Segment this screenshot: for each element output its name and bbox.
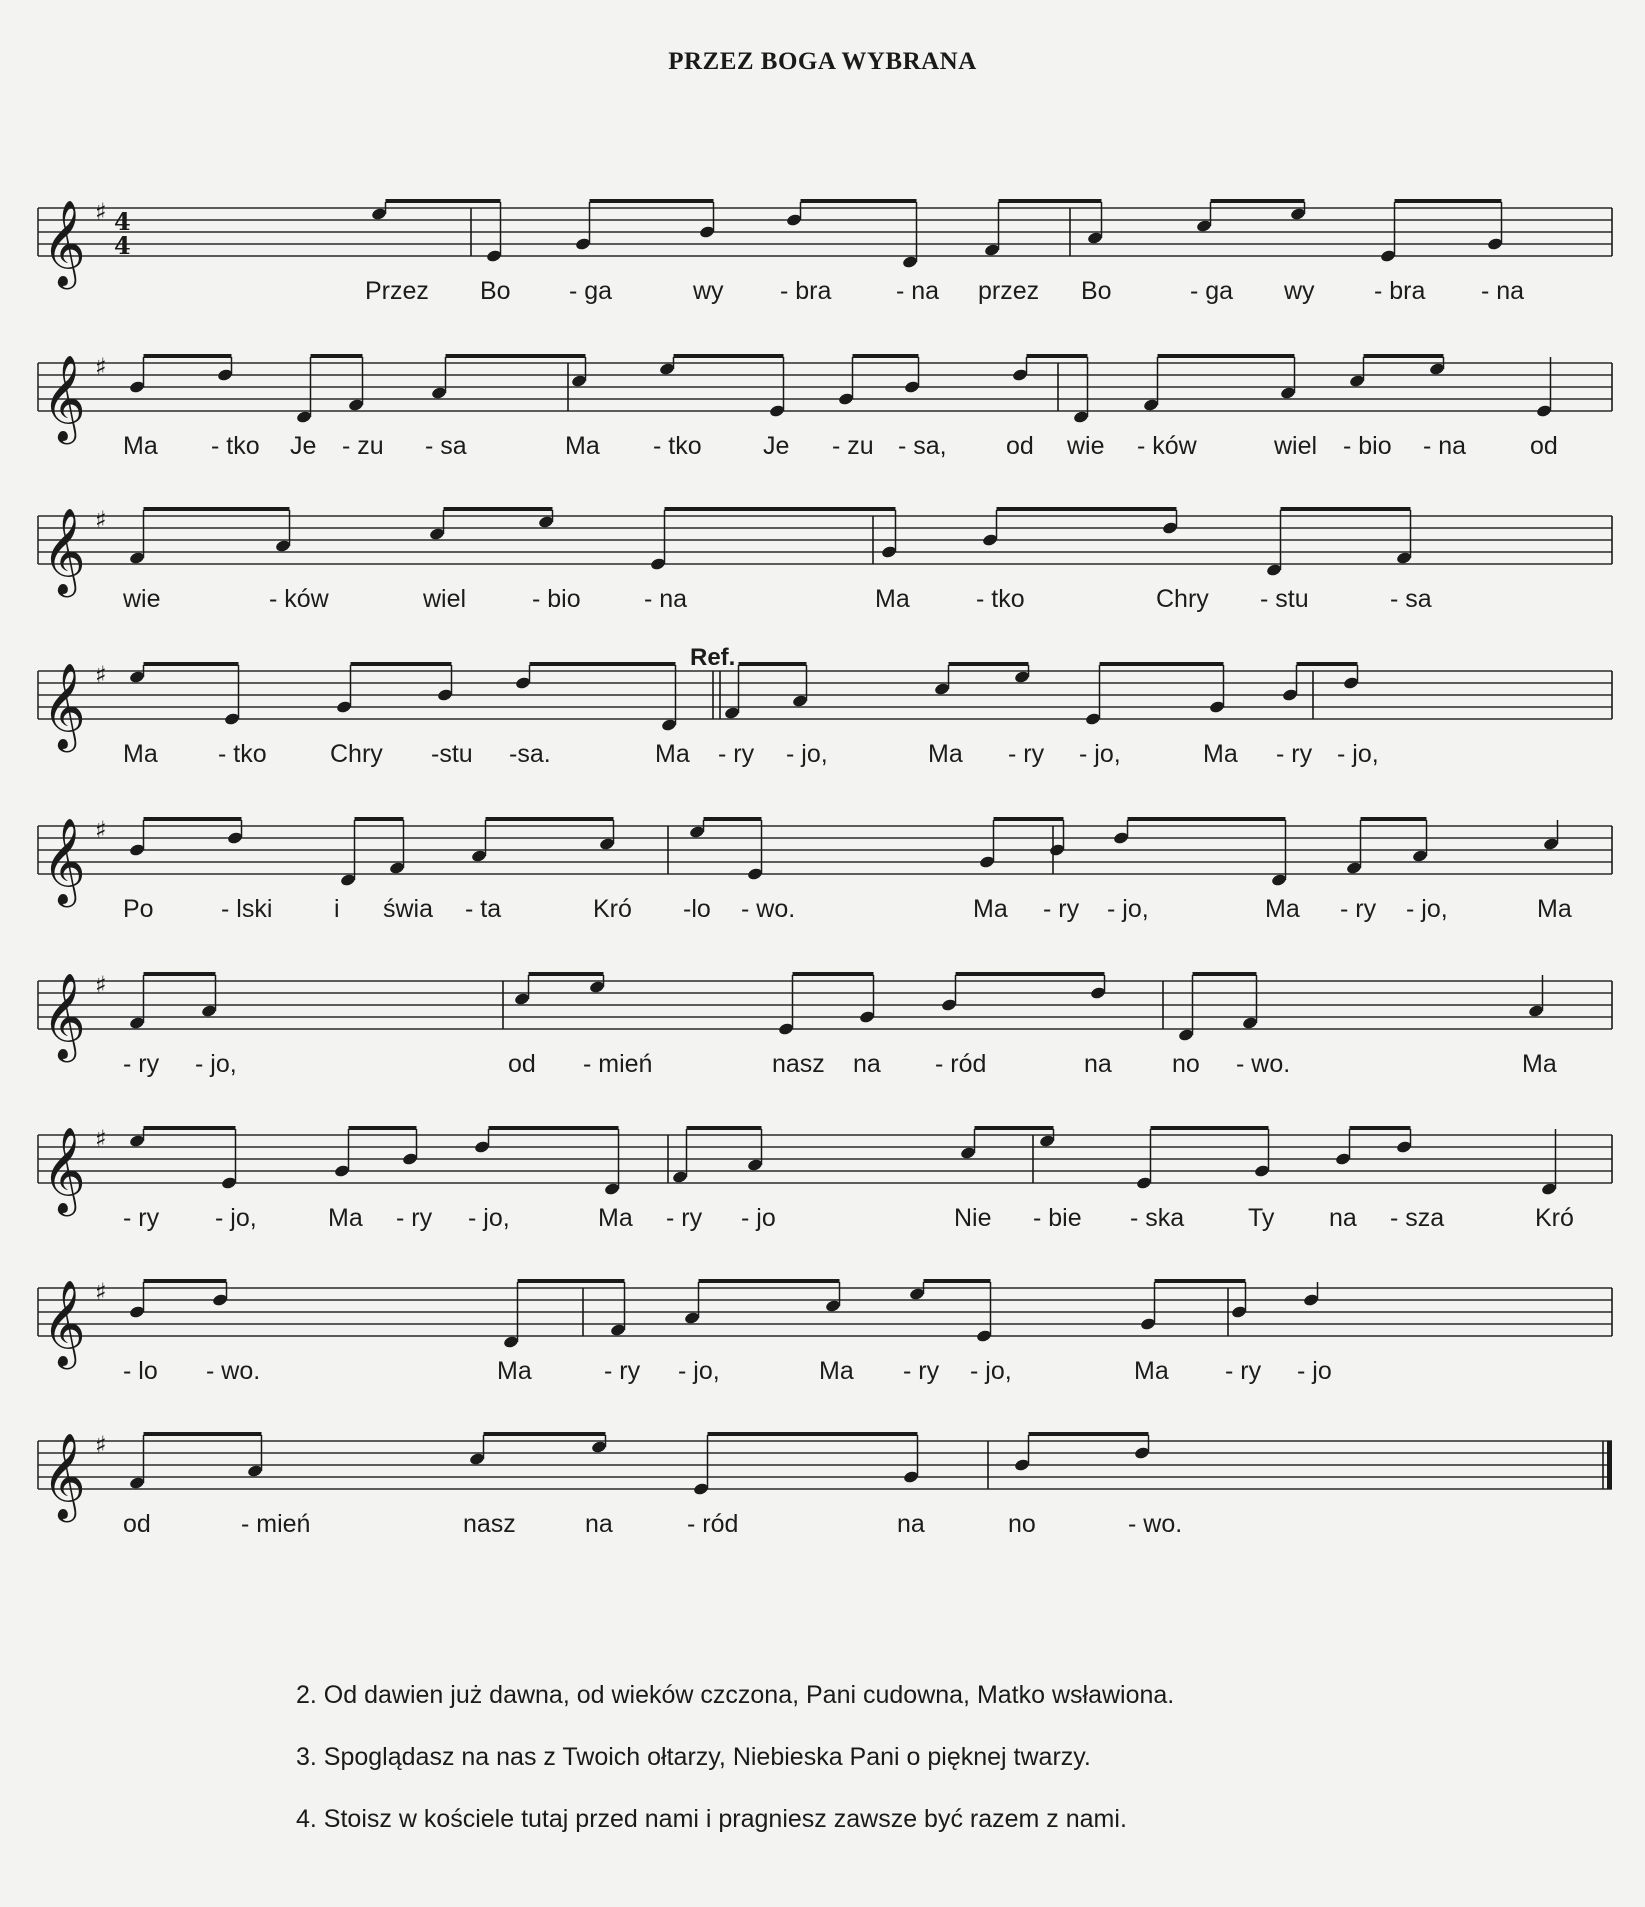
lyric-syllable: Ma <box>598 1204 633 1232</box>
note-beam <box>1297 662 1358 666</box>
lyric-syllable: wie <box>123 585 161 613</box>
lyric-syllable: Bo <box>480 277 511 305</box>
note-beam <box>699 1279 840 1283</box>
lyric-syllable: od <box>1530 432 1558 460</box>
lyric-syllable: - ry <box>718 740 755 768</box>
note-beam <box>1029 1432 1149 1436</box>
lyric-syllable: - mień <box>241 1510 311 1538</box>
lyric-syllable: Ma <box>819 1357 854 1385</box>
lyric-syllable: - bra <box>1374 277 1426 305</box>
lyric-syllable: na <box>1084 1050 1112 1078</box>
note-beam <box>144 507 290 511</box>
refrain-label: Ref. <box>690 644 736 671</box>
note-beam <box>590 199 714 203</box>
verse-2: 2. Od dawien już dawna, od wieków czczona, Pani cudowna, Matko wsławiona. <box>296 1681 1175 1709</box>
lyric-syllable: - sza <box>1390 1204 1445 1232</box>
lyric-syllable: Ma <box>1134 1357 1169 1385</box>
lyric-syllable: - jo, <box>786 740 828 768</box>
lyric-syllable: Ma <box>123 740 158 768</box>
note-beam <box>1027 354 1088 358</box>
note-beam <box>1155 1279 1246 1283</box>
lyric-syllable: - bra <box>780 277 832 305</box>
lyric-syllable: - na <box>896 277 940 305</box>
lyric-syllable: - jo, <box>1107 895 1149 923</box>
key-signature-sharp-icon: ♯ <box>95 971 107 999</box>
lyric-syllable: - ry <box>903 1357 940 1385</box>
lyric-syllable: - tko <box>653 432 702 460</box>
note-beam <box>704 817 762 821</box>
lyric-syllable: - ród <box>935 1050 987 1078</box>
note-beam <box>349 1126 417 1130</box>
lyric-syllable: - tko <box>218 740 267 768</box>
lyric-syllable: no <box>1008 1510 1036 1538</box>
lyric-syllable: - ry <box>1225 1357 1262 1385</box>
note-beam <box>144 817 242 821</box>
note-beam <box>999 199 1102 203</box>
verse-4: 4. Stoisz w kościele tutaj przed nami i pragniesz zawsze być razem z nami. <box>296 1805 1127 1833</box>
lyric-syllable: - sa <box>425 432 467 460</box>
note-beam <box>355 817 404 821</box>
lyric-syllable: od <box>1006 432 1034 460</box>
lyric-syllable: wie <box>1067 432 1105 460</box>
lyric-syllable: - stu <box>1260 585 1309 613</box>
lyric-syllable: - jo, <box>1406 895 1448 923</box>
lyric-syllable: - sa, <box>898 432 947 460</box>
lyric-syllable: - ków <box>269 585 329 613</box>
treble-clef-icon: 𝄞 <box>42 508 86 594</box>
lyric-syllable: Ma <box>328 1204 363 1232</box>
lyric-syllable: - sa <box>1390 585 1432 613</box>
lyric-syllable: przez <box>978 277 1040 305</box>
lyric-syllable: - jo <box>741 1204 776 1232</box>
lyric-syllable: Je <box>763 432 790 460</box>
lyric-syllable: świa <box>383 895 434 923</box>
lyric-syllable: nasz <box>772 1050 825 1078</box>
lyric-syllable: Ma <box>497 1357 532 1385</box>
treble-clef-icon: 𝄞 <box>42 1280 86 1366</box>
note-beam <box>530 662 676 666</box>
staff-9 <box>38 1421 1612 1519</box>
note-beam <box>1128 817 1286 821</box>
lyric-syllable: - tko <box>211 432 260 460</box>
note-beam <box>956 972 1105 976</box>
lyric-syllable: no <box>1172 1050 1200 1078</box>
lyric-syllable: - tko <box>976 585 1025 613</box>
staff-system-6 <box>38 961 1612 1111</box>
lyric-syllable: na <box>853 1050 881 1078</box>
treble-clef-icon: 𝄞 <box>42 1127 86 1213</box>
lyric-syllable: - lo <box>123 1357 158 1385</box>
note-beam <box>446 354 586 358</box>
lyric-syllable: Po <box>123 895 154 923</box>
note-beam <box>949 662 1029 666</box>
note-beam <box>1158 354 1295 358</box>
lyric-syllable: - bio <box>532 585 581 613</box>
lyric-syllable: - mień <box>583 1050 653 1078</box>
note-beam <box>687 1126 762 1130</box>
lyric-syllable: Chry <box>330 740 383 768</box>
lyric-syllable: - ry <box>604 1357 641 1385</box>
lyric-syllable: - ry <box>1340 895 1377 923</box>
lyric-syllable: - ry <box>1276 740 1313 768</box>
lyric-syllable: wy <box>1284 277 1315 305</box>
lyric-syllable: -stu <box>431 740 473 768</box>
staff-8 <box>38 1268 1612 1366</box>
staff-system-8 <box>38 1268 1612 1418</box>
lyric-syllable: - ry <box>1043 895 1080 923</box>
note-beam <box>674 354 784 358</box>
lyric-syllable: - ry <box>123 1204 160 1232</box>
time-signature-top: 4 <box>114 207 131 236</box>
lyric-syllable: - zu <box>342 432 384 460</box>
note-beam <box>1364 354 1444 358</box>
note-beam <box>144 1126 236 1130</box>
lyric-syllable: od <box>123 1510 151 1538</box>
treble-clef-icon: 𝄞 <box>42 355 86 441</box>
lyric-syllable: od <box>508 1050 536 1078</box>
staff-system-9 <box>38 1421 1612 1571</box>
verse-3: 3. Spoglądasz na nas z Twoich ołtarzy, Niebieska Pani o pięknej twarzy. <box>296 1743 1091 1771</box>
lyric-syllable: na <box>897 1510 925 1538</box>
note-beam <box>351 662 452 666</box>
note-beam <box>793 972 874 976</box>
verses <box>296 1680 1546 1866</box>
lyrics-line <box>38 739 1612 773</box>
note-beam <box>975 1126 1054 1130</box>
note-beam <box>1193 972 1257 976</box>
key-signature-sharp-icon: ♯ <box>95 1125 107 1153</box>
note-beam <box>144 354 232 358</box>
lyric-syllable: - wo. <box>1128 1510 1183 1538</box>
lyric-syllable: Nie <box>954 1204 992 1232</box>
lyric-syllable: - ry <box>396 1204 433 1232</box>
lyric-syllable: Ma <box>875 585 910 613</box>
note-beam <box>444 507 553 511</box>
note-beam <box>997 507 1177 511</box>
lyric-syllable: - ków <box>1137 432 1197 460</box>
note-beam <box>708 1432 918 1436</box>
staff-system-7 <box>38 1115 1612 1265</box>
lyric-syllable: - jo, <box>970 1357 1012 1385</box>
note-beam <box>739 662 807 666</box>
staff-5 <box>38 806 1612 904</box>
lyrics-line <box>38 1509 1612 1543</box>
lyric-syllable: - na <box>644 585 688 613</box>
lyric-syllable: - ry <box>1008 740 1045 768</box>
note-beam <box>489 1126 619 1130</box>
note-beam <box>386 199 501 203</box>
lyric-syllable: i <box>334 895 340 923</box>
lyrics-line <box>38 584 1612 618</box>
treble-clef-icon: 𝄞 <box>42 973 86 1059</box>
lyric-syllable: - jo, <box>215 1204 257 1232</box>
lyric-syllable: - ga <box>569 277 613 305</box>
note-beam <box>144 1279 227 1283</box>
staff-4 <box>38 651 1612 749</box>
key-signature-sharp-icon: ♯ <box>95 1431 107 1459</box>
staff-system-3 <box>38 496 1612 646</box>
lyric-syllable: - jo, <box>678 1357 720 1385</box>
treble-clef-icon: 𝄞 <box>42 1433 86 1519</box>
lyric-syllable: wy <box>693 277 724 305</box>
lyric-syllable: - ta <box>465 895 502 923</box>
lyric-syllable: Kró <box>1535 1204 1574 1232</box>
final-barline-thick <box>1607 1441 1612 1489</box>
note-beam <box>1361 817 1427 821</box>
staff-system-4 <box>38 651 1612 801</box>
lyric-syllable: - wo. <box>206 1357 261 1385</box>
staff-3 <box>38 496 1612 594</box>
treble-clef-icon: 𝄞 <box>42 818 86 904</box>
lyric-syllable: - jo, <box>1079 740 1121 768</box>
lyric-syllable: Ty <box>1248 1204 1275 1232</box>
lyrics-line <box>38 431 1612 465</box>
lyric-syllable: Ma <box>1537 895 1572 923</box>
lyric-syllable: - zu <box>832 432 874 460</box>
lyric-syllable: Chry <box>1156 585 1209 613</box>
note-beam <box>1211 199 1305 203</box>
lyric-syllable: Ma <box>1203 740 1238 768</box>
staff-2 <box>38 343 1612 441</box>
key-signature-sharp-icon: ♯ <box>95 1278 107 1306</box>
key-signature-sharp-icon: ♯ <box>95 506 107 534</box>
note-beam <box>1350 1126 1411 1130</box>
lyric-syllable: - wo. <box>1236 1050 1291 1078</box>
lyric-syllable: - jo, <box>1337 740 1379 768</box>
note-beam <box>994 817 1064 821</box>
lyric-syllable: - na <box>1481 277 1525 305</box>
lyric-syllable: - jo <box>1297 1357 1332 1385</box>
lyric-syllable: -lo <box>683 895 711 923</box>
note-beam <box>144 972 216 976</box>
lyric-syllable: wiel <box>423 585 467 613</box>
lyric-syllable: Ma <box>1522 1050 1557 1078</box>
note-beam <box>801 199 917 203</box>
lyric-syllable: Ma <box>928 740 963 768</box>
note-beam <box>665 507 896 511</box>
note-beam <box>1281 507 1411 511</box>
lyric-syllable: na <box>585 1510 613 1538</box>
lyric-syllable: - bie <box>1033 1204 1082 1232</box>
staff-system-1 <box>38 188 1612 338</box>
staff-system-2 <box>38 343 1612 493</box>
lyric-syllable: Ma <box>973 895 1008 923</box>
lyric-syllable: wiel <box>1274 432 1318 460</box>
staff-system-5 <box>38 806 1612 956</box>
lyrics-line <box>38 1203 1612 1237</box>
lyric-syllable: Bo <box>1081 277 1112 305</box>
key-signature-sharp-icon: ♯ <box>95 661 107 689</box>
lyrics-line <box>38 894 1612 928</box>
note-beam <box>311 354 363 358</box>
note-beam <box>1151 1126 1269 1130</box>
key-signature-sharp-icon: ♯ <box>95 198 107 226</box>
lyric-syllable: - wo. <box>741 895 796 923</box>
lyric-syllable: - ry <box>666 1204 703 1232</box>
time-signature-bottom: 4 <box>114 231 131 260</box>
lyric-syllable: -sa. <box>509 740 551 768</box>
lyric-syllable: - jo, <box>468 1204 510 1232</box>
note-beam <box>144 1432 262 1436</box>
lyric-syllable: nasz <box>463 1510 516 1538</box>
staff-1 <box>38 188 1612 286</box>
lyric-syllable: - ska <box>1130 1204 1185 1232</box>
staff-7 <box>38 1115 1612 1213</box>
lyrics-line <box>38 1356 1612 1390</box>
lyric-syllable: Ma <box>655 740 690 768</box>
key-signature-sharp-icon: ♯ <box>95 816 107 844</box>
note-beam <box>924 1279 991 1283</box>
note-beam <box>853 354 919 358</box>
lyric-syllable: - jo, <box>195 1050 237 1078</box>
note-beam <box>518 1279 625 1283</box>
song-title: PRZEZ BOGA WYBRANA <box>668 48 977 75</box>
lyric-syllable: - na <box>1423 432 1467 460</box>
note-beam <box>144 662 239 666</box>
lyric-syllable: Ma <box>565 432 600 460</box>
lyrics-line <box>38 276 1612 310</box>
lyric-syllable: Kró <box>593 895 632 923</box>
note-beam <box>1395 199 1502 203</box>
lyric-syllable: na <box>1329 1204 1357 1232</box>
lyric-syllable: Ma <box>123 432 158 460</box>
lyric-syllable: Przez <box>365 277 429 305</box>
lyric-syllable: Ma <box>1265 895 1300 923</box>
note-beam <box>486 817 614 821</box>
note-beam <box>484 1432 606 1436</box>
lyric-syllable: - lski <box>221 895 273 923</box>
treble-clef-icon: 𝄞 <box>42 200 86 286</box>
lyric-syllable: - bio <box>1343 432 1392 460</box>
lyric-syllable: Je <box>290 432 317 460</box>
note-beam <box>1100 662 1224 666</box>
treble-clef-icon: 𝄞 <box>42 663 86 749</box>
lyric-syllable: - ród <box>687 1510 739 1538</box>
key-signature-sharp-icon: ♯ <box>95 353 107 381</box>
staff-6 <box>38 961 1612 1059</box>
lyric-syllable: - ry <box>123 1050 160 1078</box>
lyric-syllable: - ga <box>1190 277 1234 305</box>
note-beam <box>529 972 604 976</box>
lyrics-line <box>38 1049 1612 1083</box>
